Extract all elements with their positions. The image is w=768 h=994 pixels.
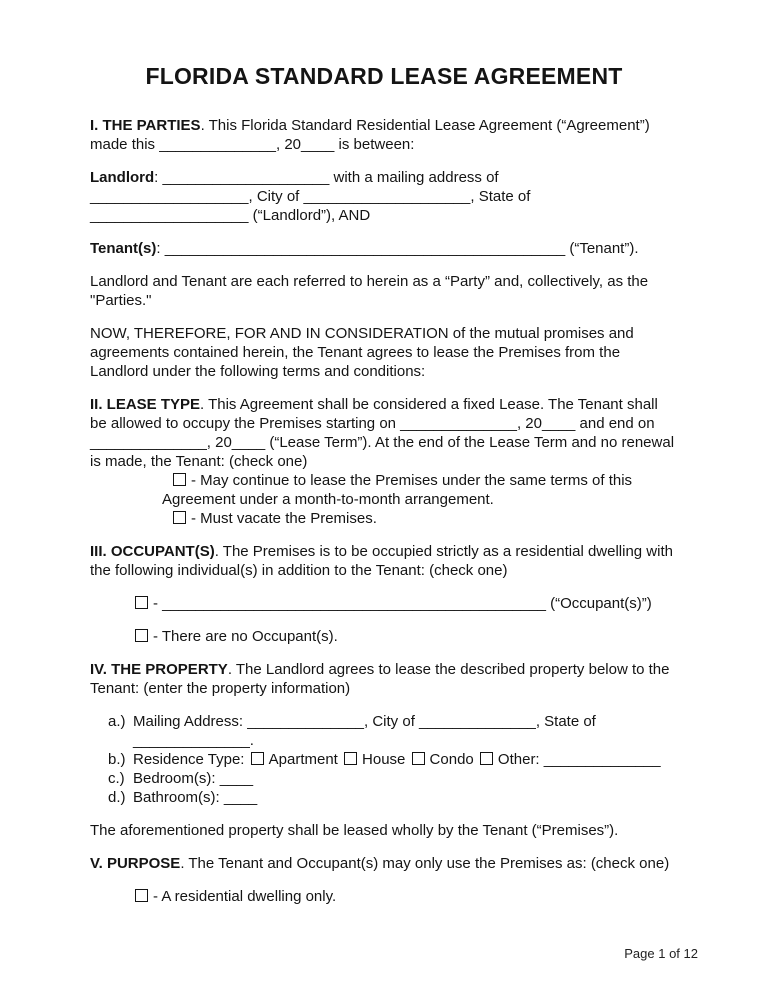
residence-option-house: House xyxy=(362,751,406,768)
lease-type-text: . This Agreement shall be considered a fixed Lease. The Tenant shall be allowed to occupy the Premises starting on ______________, 20____ and end on ______________, 20____ (“Lease Term”). At the end of the Lease Term and no renewal is made, the Tenant: (check one) xyxy=(90,396,675,470)
checkbox-no-occupants[interactable] xyxy=(135,629,148,642)
lease-option-continue-label: - May continue to lease the Premises under the same terms of this Agreement under a month-to-month arrangement. xyxy=(162,472,633,508)
mailing-address-line2: ______________. xyxy=(133,732,254,749)
residence-option-apartment: Apartment xyxy=(268,751,338,768)
landlord-label: Landlord xyxy=(90,169,155,186)
purpose-heading: V. PURPOSE xyxy=(90,855,181,872)
purpose-paragraph xyxy=(90,854,678,873)
tenant-label: Tenant(s) xyxy=(90,240,157,257)
checkbox-continue-month-to-month[interactable] xyxy=(173,473,186,486)
landlord-line2: ___________________, City of ____________________, State of xyxy=(90,188,531,205)
purpose-option-residential-label: - A residential dwelling only. xyxy=(153,888,337,905)
parties-collective-paragraph: Landlord and Tenant are each referred to herein as a “Party” and, collectively, as the "Parties." xyxy=(90,273,649,309)
occupants-text: . The Premises is to be occupied strictly as a residential dwelling with the following individual(s) in addition to the Tenant: (check one) xyxy=(90,543,673,579)
occupants-option-none-row xyxy=(90,627,678,646)
property-paragraph xyxy=(90,660,678,698)
checkbox-apartment[interactable] xyxy=(251,752,264,765)
premises-note-paragraph: The aforementioned property shall be leased wholly by the Tenant (“Premises”). xyxy=(90,822,619,839)
lease-type-heading: II. LEASE TYPE xyxy=(90,396,201,413)
property-item-bedrooms xyxy=(90,769,678,788)
occupants-option-none-label: - There are no Occupant(s). xyxy=(153,628,338,645)
lease-option-vacate-label: - Must vacate the Premises. xyxy=(191,510,377,527)
property-item-mailing-address xyxy=(90,712,678,750)
occupants-option-named-row xyxy=(90,594,678,613)
checkbox-other-residence[interactable] xyxy=(480,752,493,765)
lease-option-continue-row xyxy=(90,471,678,509)
property-details-list xyxy=(90,712,678,807)
property-item-bathrooms xyxy=(90,788,678,807)
property-text: . The Landlord agrees to lease the described property below to the Tenant: (enter the property information) xyxy=(90,661,670,697)
purpose-option-residential-row xyxy=(90,887,678,906)
consideration-paragraph: NOW, THEREFORE, FOR AND IN CONSIDERATION of the mutual promises and agreements contained herein, the Tenant agrees to lease the Premises from the Landlord under the following terms and conditions: xyxy=(90,325,634,380)
mailing-address-line1: Mailing Address: ______________, City of ______________, State of xyxy=(133,713,596,730)
property-item-b-marker: b.) xyxy=(108,751,126,768)
property-item-d-marker: d.) xyxy=(108,789,126,806)
bathrooms-label: Bathroom(s): ____ xyxy=(133,789,258,806)
checkbox-house[interactable] xyxy=(344,752,357,765)
parties-intro-text: . This Florida Standard Residential Lease Agreement (“Agreement”) made this ______________, 20____ is between: xyxy=(90,117,650,153)
property-item-residence-type xyxy=(90,750,678,769)
page-number: Page 1 of 12 xyxy=(624,946,698,961)
lease-option-vacate-row xyxy=(90,509,678,528)
parties-heading: I. THE PARTIES xyxy=(90,117,201,134)
checkbox-condo[interactable] xyxy=(412,752,425,765)
residence-option-condo: Condo xyxy=(429,751,474,768)
checkbox-must-vacate[interactable] xyxy=(173,511,186,524)
checkbox-residential-dwelling[interactable] xyxy=(135,889,148,902)
tenant-line: : ________________________________________________ (“Tenant”). xyxy=(156,240,639,257)
checkbox-occupants-named[interactable] xyxy=(135,596,148,609)
landlord-line1: : ____________________ with a mailing address of xyxy=(154,169,499,186)
property-item-c-marker: c.) xyxy=(108,770,125,787)
document-title: FLORIDA STANDARD LEASE AGREEMENT xyxy=(145,63,623,89)
purpose-text: . The Tenant and Occupant(s) may only use the Premises as: (check one) xyxy=(180,855,670,872)
landlord-paragraph xyxy=(90,168,678,225)
occupants-option-named-label: - ______________________________________________ (“Occupant(s)”) xyxy=(153,595,652,612)
residence-type-label: Residence Type: xyxy=(133,751,245,768)
lease-type-paragraph xyxy=(90,395,678,471)
occupants-paragraph xyxy=(90,542,678,580)
property-heading: IV. THE PROPERTY xyxy=(90,661,228,678)
parties-intro-paragraph xyxy=(90,116,678,154)
landlord-line3: ___________________ (“Landlord”), AND xyxy=(90,207,371,224)
occupants-heading: III. OCCUPANT(S) xyxy=(90,543,215,560)
tenant-paragraph xyxy=(90,239,678,258)
property-item-a-marker: a.) xyxy=(108,713,126,730)
bedrooms-label: Bedroom(s): ____ xyxy=(133,770,254,787)
residence-option-other: Other: ______________ xyxy=(497,751,661,768)
